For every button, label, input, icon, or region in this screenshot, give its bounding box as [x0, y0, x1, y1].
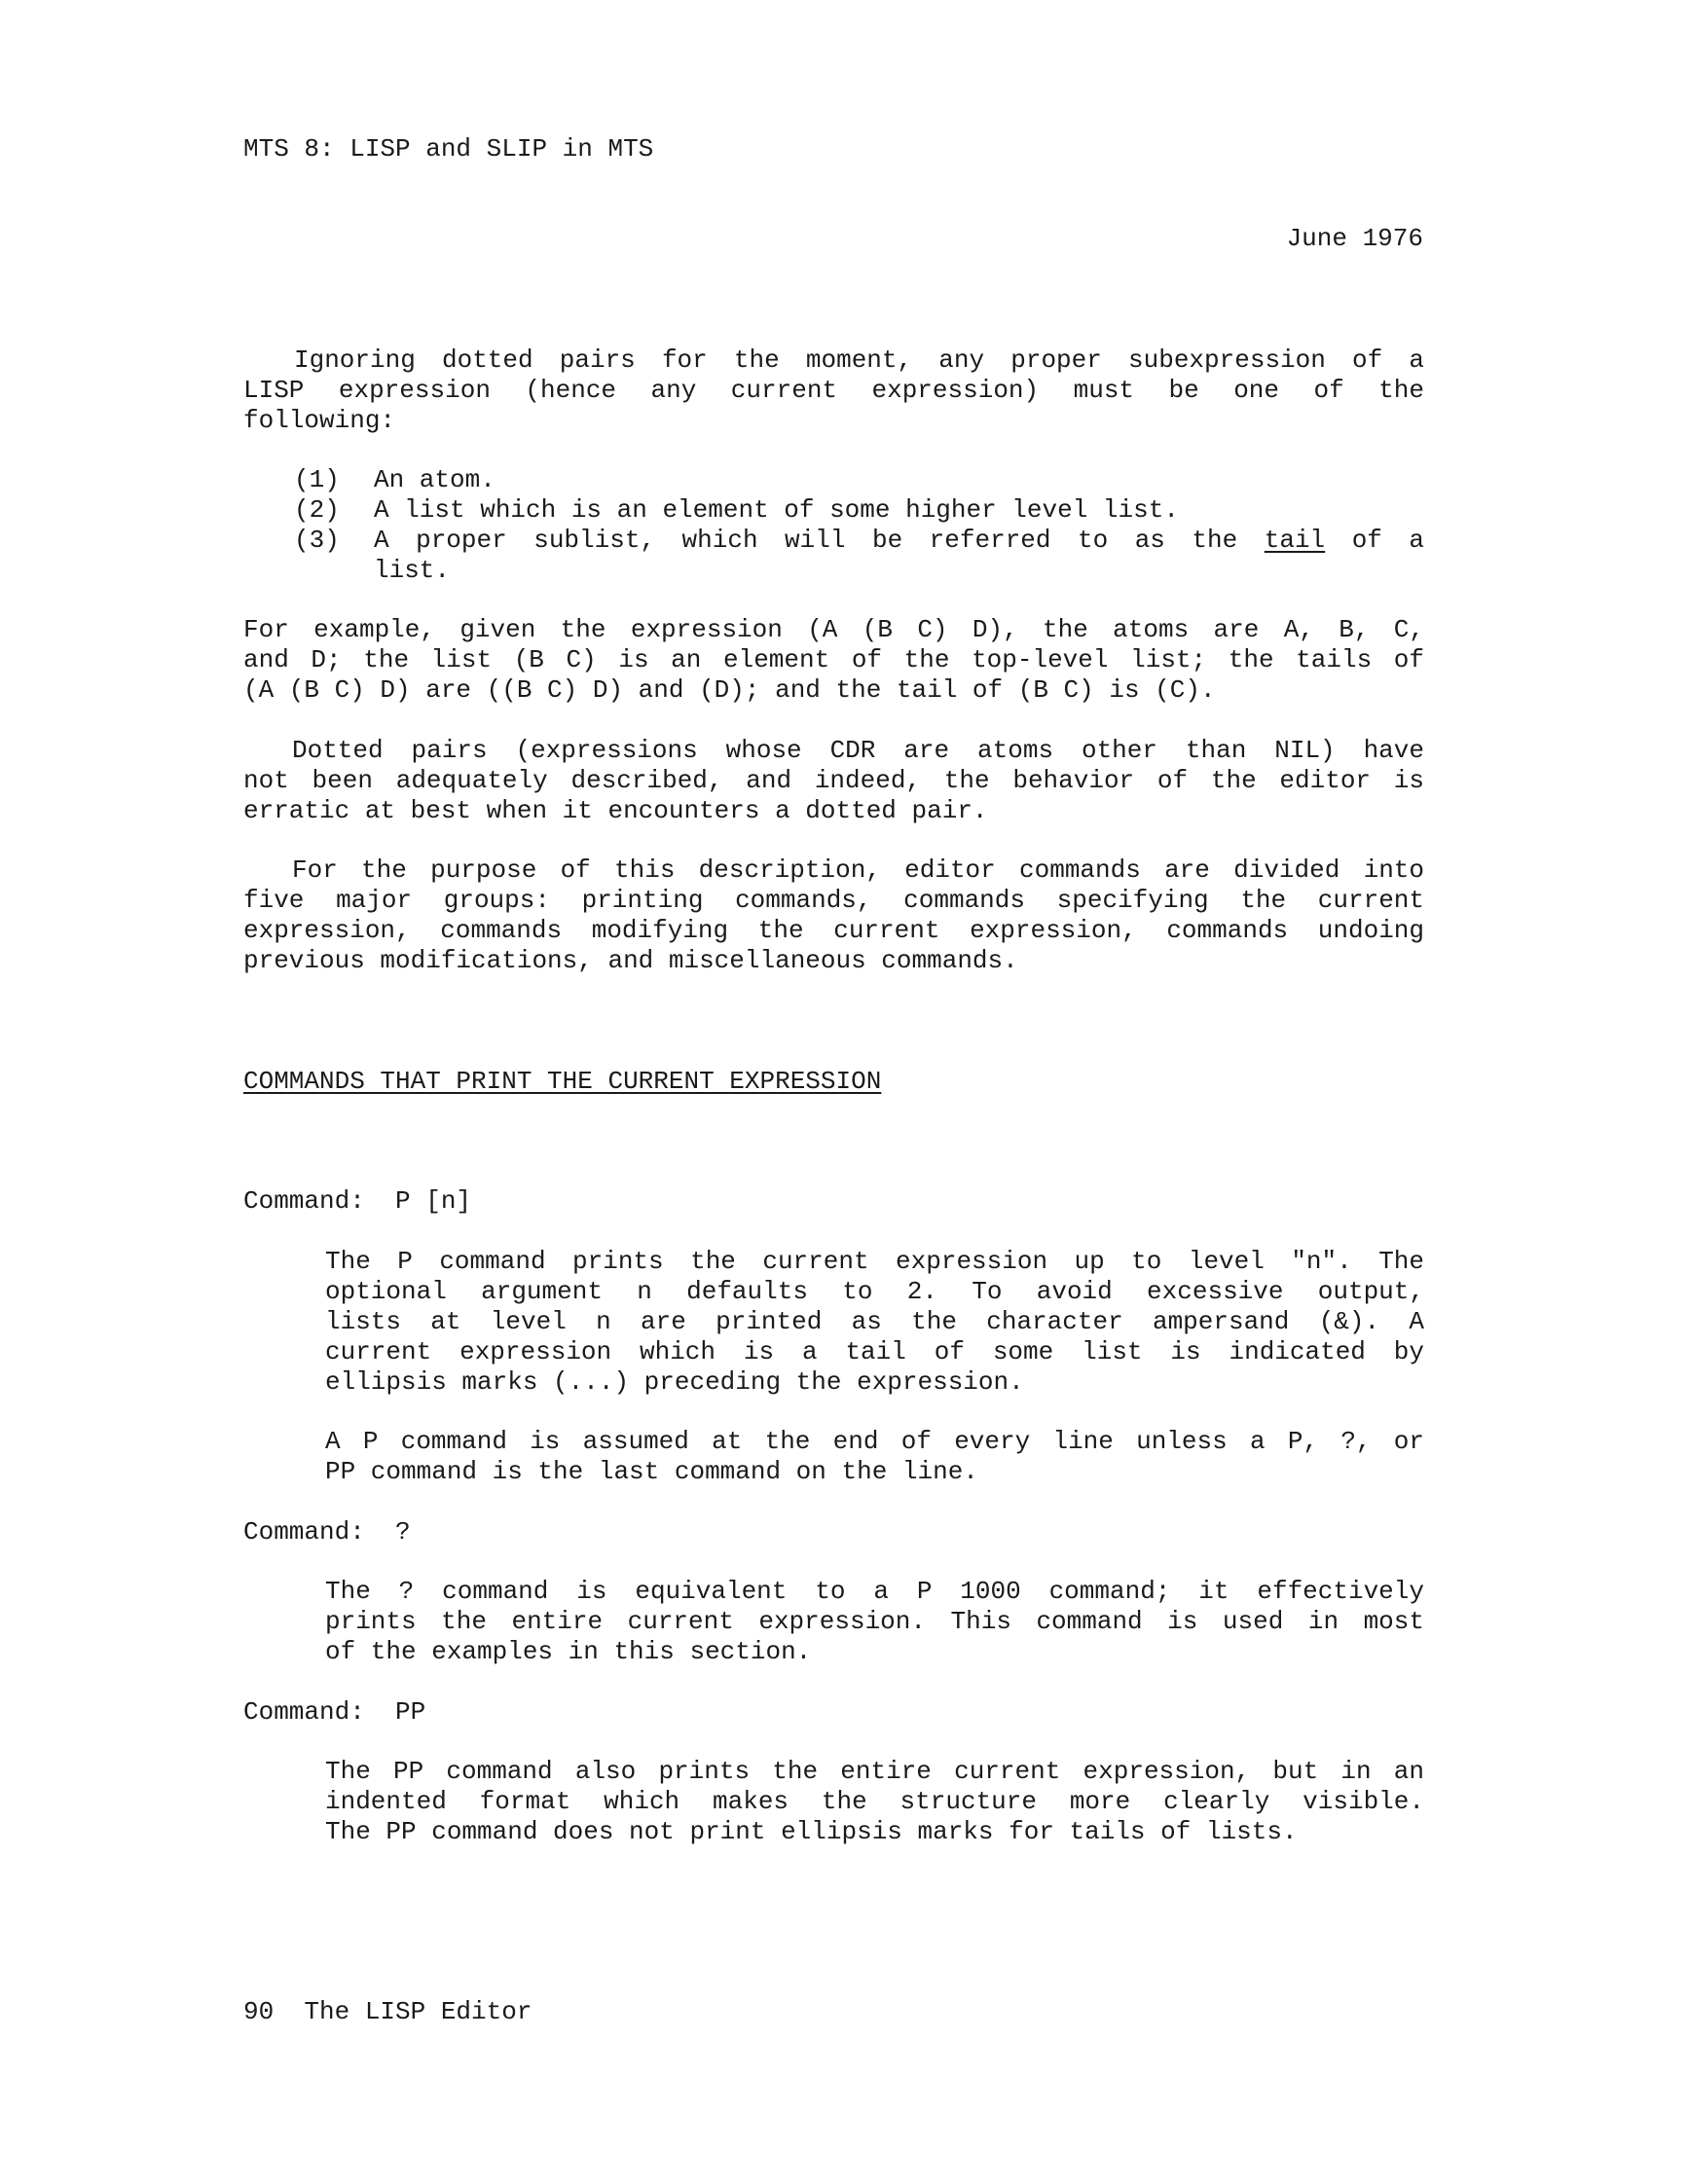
term-tail: tail	[1264, 526, 1326, 555]
page-footer: 90 The LISP Editor	[243, 1997, 532, 2026]
list-item-3-continuation: list.	[374, 556, 451, 585]
para3-line-2: not been adequately described, and indeed, the behavior of the editor is	[243, 766, 1424, 795]
list-item-3-pre: A proper sublist, which will be referred to as the	[374, 526, 1238, 555]
command-pp-line-2: indented format which makes the structure more clearly visible.	[325, 1787, 1424, 1816]
para1-line-3: following:	[243, 406, 396, 435]
command-p-line-6: A P command is assumed at the end of every line unless a P, ?, or	[325, 1427, 1424, 1456]
list-item-2-number: (2)	[294, 495, 340, 525]
list-item-3-post: of a	[1351, 526, 1424, 555]
para4-line-2: five major groups: printing commands, commands specifying the current	[243, 886, 1424, 915]
para4-line-4: previous modifications, and miscellaneous commands.	[243, 946, 1018, 975]
para4-line-1: For the purpose of this description, editor commands are divided into	[292, 855, 1424, 885]
para4-line-3: expression, commands modifying the current expression, commands undoing	[243, 916, 1424, 945]
para2-line-2: and D; the list (B C) is an element of the top-level list; the tails of	[243, 645, 1424, 674]
command-query-label: Command: ?	[243, 1517, 411, 1547]
command-p-line-1: The P command prints the current expression up to level "n". The	[325, 1247, 1424, 1276]
command-p-line-7: PP command is the last command on the line.	[325, 1457, 978, 1486]
section-heading: COMMANDS THAT PRINT THE CURRENT EXPRESSION	[243, 1067, 882, 1096]
command-query-line-2: prints the entire current expression. This command is used in most	[325, 1607, 1424, 1636]
command-query-line-3: of the examples in this section.	[325, 1637, 812, 1666]
list-item-1-text: An atom.	[374, 465, 495, 494]
list-item-3-number: (3)	[294, 526, 340, 555]
para2-line-1: For example, given the expression (A (B C) D), the atoms are A, B, C,	[243, 615, 1424, 644]
para2-line-3: (A (B C) D) are ((B C) D) and (D); and the tail of (B C) is (C).	[243, 675, 1216, 705]
command-pp-line-1: The PP command also prints the entire current expression, but in an	[325, 1757, 1424, 1786]
para1-line-1: Ignoring dotted pairs for the moment, any proper subexpression of a	[294, 346, 1424, 375]
list-item-3-text	[374, 526, 1424, 556]
command-query-line-1: The ? command is equivalent to a P 1000 command; it effectively	[325, 1577, 1424, 1606]
command-p-label: Command: P [n]	[243, 1186, 472, 1216]
command-p-line-5: ellipsis marks (...) preceding the expression.	[325, 1367, 1024, 1397]
para1-line-2: LISP expression (hence any current expression) must be one of the	[243, 376, 1424, 405]
list-item-1-number: (1)	[294, 465, 340, 494]
command-pp-line-3: The PP command does not print ellipsis marks for tails of lists.	[325, 1817, 1298, 1846]
command-p-line-2: optional argument n defaults to 2. To avoid excessive output,	[325, 1277, 1424, 1306]
list-item-2-text: A list which is an element of some higher level list.	[374, 495, 1179, 525]
header-date: June 1976	[1286, 224, 1423, 253]
command-p-line-4: current expression which is a tail of some list is indicated by	[325, 1337, 1424, 1366]
para3-line-3: erratic at best when it encounters a dotted pair.	[243, 796, 988, 825]
command-p-line-3: lists at level n are printed as the character ampersand (&). A	[325, 1307, 1424, 1336]
command-pp-label: Command: PP	[243, 1697, 426, 1727]
para3-line-1: Dotted pairs (expressions whose CDR are atoms other than NIL) have	[292, 736, 1424, 765]
running-header: MTS 8: LISP and SLIP in MTS	[243, 134, 654, 164]
